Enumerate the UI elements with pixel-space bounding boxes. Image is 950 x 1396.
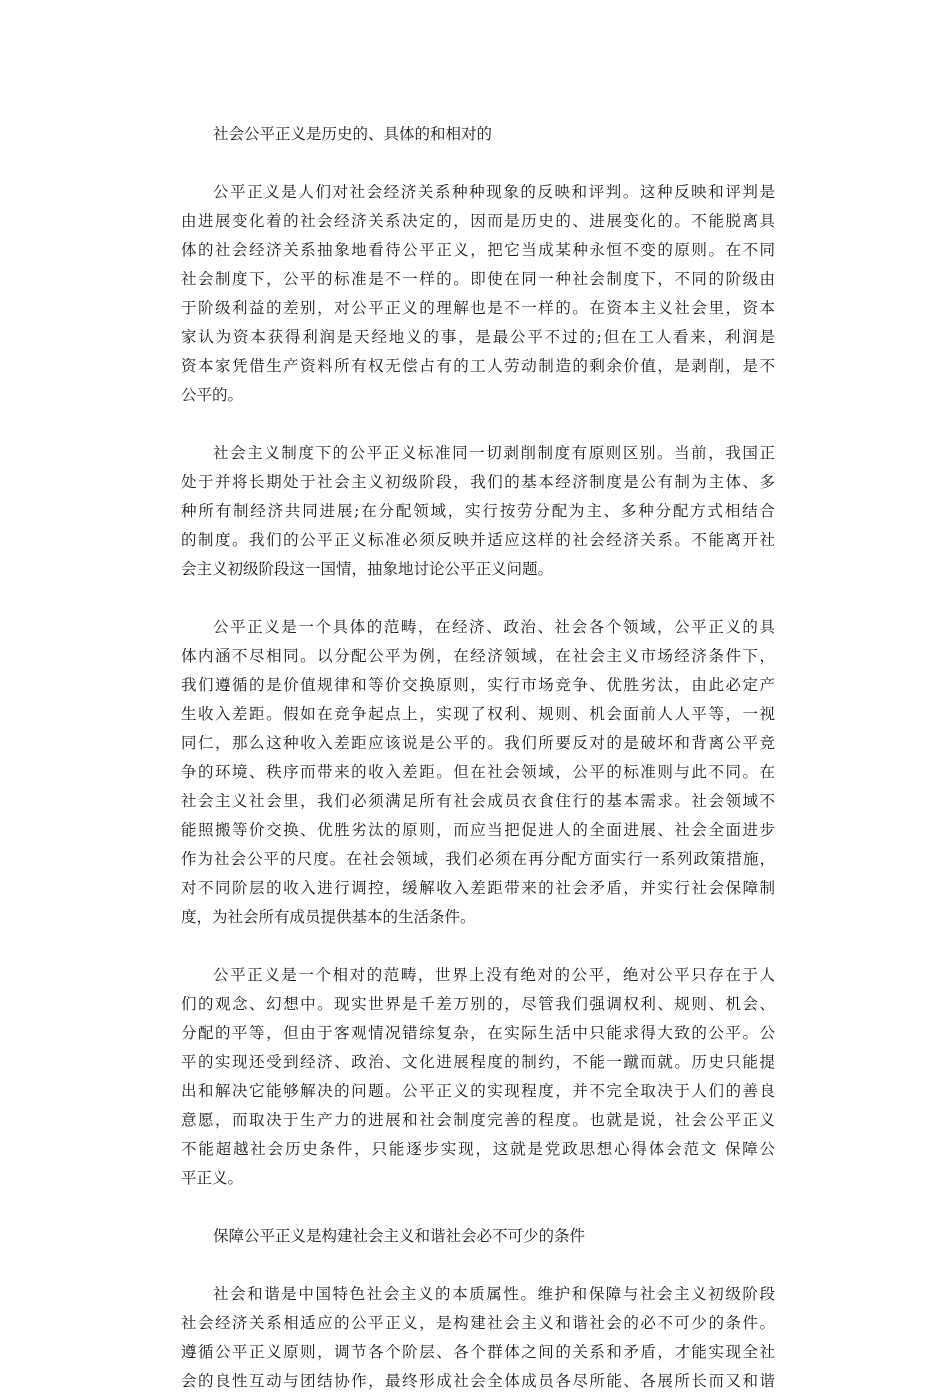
section-heading: 保障公平正义是构建社会主义和谐社会必不可少的条件 bbox=[213, 1227, 586, 1245]
body-paragraph bbox=[181, 178, 775, 410]
body-paragraph bbox=[181, 961, 775, 1193]
paragraph-line: 体的社会经济关系抽象地看待公平正义，把它当成某种永恒不变的原则。在不同 bbox=[181, 241, 775, 259]
paragraph-line: 平正义。 bbox=[181, 1169, 244, 1187]
paragraph-line: 争的环境、秩序而带来的收入差距。但在社会领域，公平的标准则与此不同。在 bbox=[181, 763, 775, 781]
paragraph-line: 公平正义是一个相对的范畴，世界上没有绝对的公平，绝对公平只存在于人 bbox=[213, 966, 775, 984]
paragraph-line: 家认为资本获得利润是天经地义的事，是最公平不过的;但在工人看来，利润是 bbox=[181, 328, 775, 346]
paragraph-line: 生收入差距。假如在竞争起点上，实现了权利、规则、机会面前人人平等，一视 bbox=[181, 705, 775, 723]
paragraph-line: 对不同阶层的收入进行调控，缓解收入差距带来的社会矛盾，并实行社会保障制 bbox=[181, 879, 775, 897]
paragraph-line: 作为社会公平的尺度。在社会领域，我们必须在再分配方面实行一系列政策措施， bbox=[181, 850, 775, 868]
paragraph-line: 我们遵循的是价值规律和等价交换原则，实行市场竞争、优胜劣汰，由此必定产 bbox=[181, 676, 775, 694]
paragraph-line: 资本家凭借生产资料所有权无偿占有的工人劳动制造的剩余价值，是剥削，是不 bbox=[181, 357, 775, 375]
paragraph-line: 处于并将长期处于社会主义初级阶段，我们的基本经济制度是公有制为主体、多 bbox=[181, 473, 775, 491]
paragraph-gap bbox=[181, 932, 775, 961]
paragraph-line: 由进展变化着的社会经济关系决定的，因而是历史的、进展变化的。不能脱离具 bbox=[181, 212, 775, 230]
paragraph-line: 社会主义制度下的公平正义标准同一切剥削制度有原则区别。当前，我国正 bbox=[213, 444, 775, 462]
paragraph-gap bbox=[181, 584, 775, 613]
body-paragraph bbox=[181, 613, 775, 932]
paragraph-line: 度，为社会所有成员提供基本的生活条件。 bbox=[181, 908, 476, 926]
paragraph-line: 平的实现还受到经济、政治、文化进展程度的制约，不能一蹴而就。历史只能提 bbox=[181, 1053, 775, 1071]
paragraph-line: 社会制度下，公平的标准是不一样的。即使在同一种社会制度下，不同的阶级由 bbox=[181, 270, 775, 288]
paragraph-line: 社会主义社会里，我们必须满足所有社会成员衣食住行的基本需求。社会领域不 bbox=[181, 792, 775, 810]
paragraph-gap bbox=[181, 1251, 775, 1280]
paragraph-line: 遵循公平正义原则，调节各个阶层、各个群体之间的关系和矛盾，才能实现全社 bbox=[181, 1343, 775, 1361]
paragraph-line: 社会经济关系相适应的公平正义，是构建社会主义和谐社会的必不可少的条件。 bbox=[181, 1314, 775, 1332]
paragraph-line: 的制度。我们的公平正义标准必须反映并适应这样的社会经济关系。不能离开社 bbox=[181, 531, 775, 549]
body-paragraph bbox=[181, 439, 775, 584]
paragraph-gap bbox=[181, 149, 775, 178]
paragraph-line: 意愿，而取决于生产力的进展和社会制度完善的程度。也就是说，社会公平正义 bbox=[181, 1111, 775, 1129]
paragraph-gap bbox=[181, 1193, 775, 1222]
paragraph-line: 同仁，那么这种收入差距应该说是公平的。我们所要反对的是破坏和背离公平竞 bbox=[181, 734, 775, 752]
paragraph-line: 公平的。 bbox=[181, 386, 244, 404]
paragraph-line: 不能超越社会历史条件，只能逐步实现，这就是党政思想心得体会范文 保障公 bbox=[181, 1140, 775, 1158]
section-heading: 社会公平正义是历史的、具体的和相对的 bbox=[213, 125, 493, 143]
paragraph-gap bbox=[181, 410, 775, 439]
document-page bbox=[181, 120, 775, 1396]
paragraph-line: 分配的平等，但由于客观情况错综复杂，在实际生活中只能求得大致的公平。公 bbox=[181, 1024, 775, 1042]
paragraph-line: 社会和谐是中国特色社会主义的本质属性。维护和保障与社会主义初级阶段 bbox=[213, 1285, 775, 1303]
body-paragraph bbox=[181, 1280, 775, 1396]
paragraph-line: 会的良性互动与团结协作，最终形成社会全体成员各尽所能、各展所长而又和谐 bbox=[181, 1372, 775, 1390]
paragraph-line: 种所有制经济共同进展;在分配领域，实行按劳分配为主、多种分配方式相结合 bbox=[181, 502, 775, 520]
paragraph-line: 公平正义是一个具体的范畴，在经济、政治、社会各个领域，公平正义的具 bbox=[213, 618, 775, 636]
paragraph-line: 出和解决它能够解决的问题。公平正义的实现程度，并不完全取决于人们的善良 bbox=[181, 1082, 775, 1100]
paragraph-line: 能照搬等价交换、优胜劣汰的原则，而应当把促进人的全面进展、社会全面进步 bbox=[181, 821, 775, 839]
paragraph-line: 于阶级利益的差别，对公平正义的理解也是不一样的。在资本主义社会里，资本 bbox=[181, 299, 775, 317]
paragraph-line: 会主义初级阶段这一国情，抽象地讨论公平正义问题。 bbox=[181, 560, 554, 578]
paragraph-line: 们的观念、幻想中。现实世界是千差万别的，尽管我们强调权利、规则、机会、 bbox=[181, 995, 775, 1013]
paragraph-line: 公平正义是人们对社会经济关系种种现象的反映和评判。这种反映和评判是 bbox=[213, 183, 775, 201]
paragraph-line: 体内涵不尽相同。以分配公平为例，在经济领域，在社会主义市场经济条件下， bbox=[181, 647, 775, 665]
